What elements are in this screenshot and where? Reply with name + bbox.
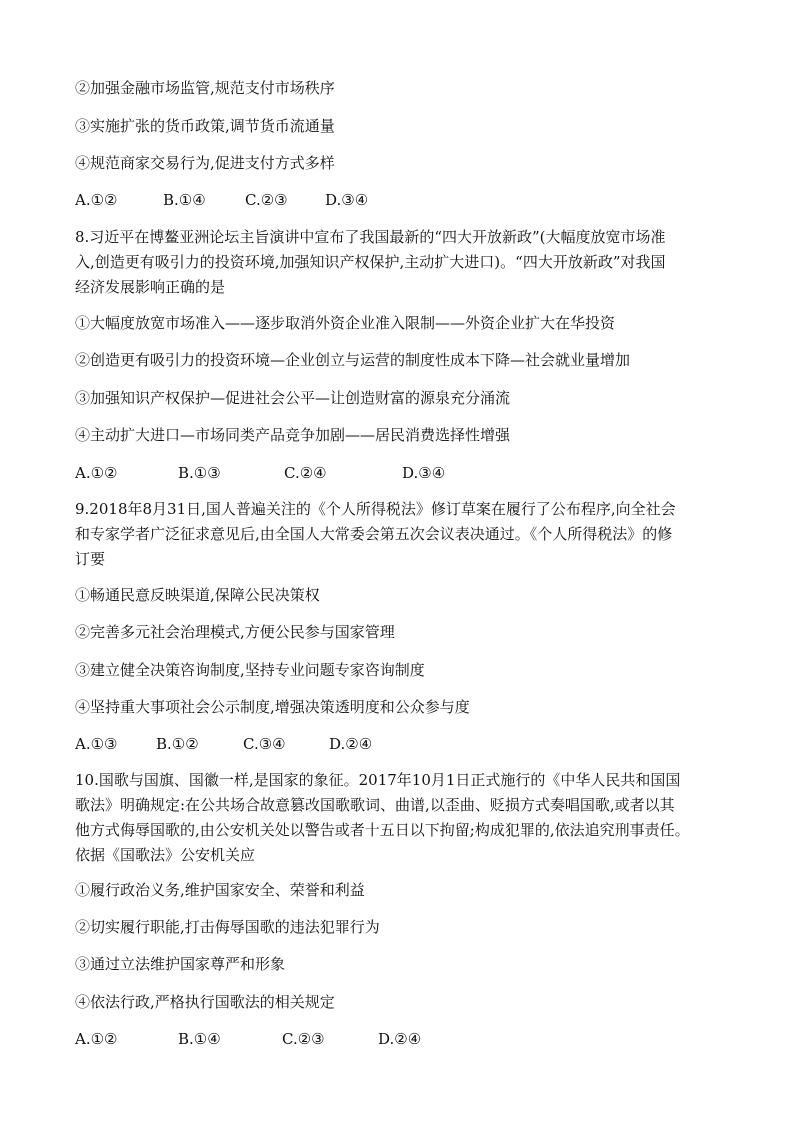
q10-option-d: D.②④ bbox=[378, 1030, 422, 1048]
q8-item-3: ③加强知识产权保护—促进社会公平—让创造财富的源泉充分涌流 bbox=[75, 389, 511, 407]
q9-stem-line-1: 9.2018年8月31日,国人普遍关注的《个人所得税法》修订草案在履行了公布程序,向全社会 bbox=[75, 500, 676, 518]
q8-item-4: ④主动扩大进口—市场同类产品竞争加剧——居民消费选择性增强 bbox=[75, 426, 511, 444]
q8-options bbox=[75, 463, 445, 483]
q7-option-c: C.②③ bbox=[245, 191, 288, 209]
q8-option-a: A.①② bbox=[75, 464, 118, 482]
q8-option-b: B.①③ bbox=[178, 464, 221, 482]
q7-options bbox=[75, 190, 368, 210]
q10-option-c: C.②③ bbox=[282, 1030, 325, 1048]
q8-stem-line-2: 入,创造更有吸引力的投资环境,加强知识产权保护,主动扩大进口)。“四大开放新政”对我国 bbox=[75, 253, 666, 271]
q8-option-d: D.③④ bbox=[402, 464, 446, 482]
q10-stem-line-4: 依据《国歌法》公安机关应 bbox=[75, 846, 256, 864]
q8-option-c: C.②④ bbox=[284, 464, 327, 482]
q7-option-b: B.①④ bbox=[163, 191, 206, 209]
q10-stem bbox=[75, 768, 725, 868]
q8-item-1: ①大幅度放宽市场准入——逐步取消外资企业准入限制——外资企业扩大在华投资 bbox=[75, 314, 616, 332]
q10-option-b: B.①④ bbox=[178, 1030, 221, 1048]
q9-option-a: A.①③ bbox=[75, 735, 118, 753]
q7-item-4: ④规范商家交易行为,促进支付方式多样 bbox=[75, 154, 335, 172]
q10-item-3: ③通过立法维护国家尊严和形象 bbox=[75, 955, 286, 973]
q8-stem-line-1: 8.习近平在博鳌亚洲论坛主旨演讲中宣布了我国最新的“四大开放新政”(大幅度放宽市场准 bbox=[75, 228, 666, 246]
q9-stem-line-3: 订要 bbox=[75, 550, 106, 568]
q9-item-2: ②完善多元社会治理模式,方便公民参与国家管理 bbox=[75, 623, 395, 641]
q9-option-c: C.③④ bbox=[243, 735, 286, 753]
q7-option-d: D.③④ bbox=[325, 191, 369, 209]
q9-stem bbox=[75, 497, 725, 572]
q8-item-2: ②创造更有吸引力的投资环境—企业创立与运营的制度性成本下降—社会就业量增加 bbox=[75, 351, 631, 369]
q10-item-4: ④依法行政,严格执行国歌法的相关规定 bbox=[75, 993, 335, 1011]
q10-stem-line-3: 他方式侮辱国歌的,由公安机关处以警告或者十五日以下拘留;构成犯罪的,依法追究刑事责任。 bbox=[75, 821, 690, 839]
q9-item-1: ①畅通民意反映渠道,保障公民决策权 bbox=[75, 586, 320, 604]
q9-item-3: ③建立健全决策咨询制度,坚持专业问题专家咨询制度 bbox=[75, 661, 425, 679]
q10-option-a: A.①② bbox=[75, 1030, 118, 1048]
q8-stem bbox=[75, 225, 725, 300]
q10-stem-line-1: 10.国歌与国旗、国徽一样,是国家的象征。2017年10月1日正式施行的《中华人民共和国国 bbox=[75, 771, 681, 789]
q10-item-1: ①履行政治义务,维护国家安全、荣誉和利益 bbox=[75, 881, 365, 899]
q7-option-a: A.①② bbox=[75, 191, 118, 209]
q9-option-b: B.①② bbox=[156, 735, 199, 753]
q9-options bbox=[75, 734, 372, 754]
q9-item-4: ④坚持重大事项社会公示制度,增强决策透明度和公众参与度 bbox=[75, 698, 470, 716]
q10-item-2: ②切实履行职能,打击侮辱国歌的违法犯罪行为 bbox=[75, 918, 380, 936]
q10-stem-line-2: 歌法》明确规定:在公共场合故意篡改国歌歌词、曲谱,以歪曲、贬损方式奏唱国歌,或者以其 bbox=[75, 796, 675, 814]
q7-item-2: ②加强金融市场监管,规范支付市场秩序 bbox=[75, 79, 335, 97]
q9-option-d: D.②④ bbox=[329, 735, 373, 753]
q9-stem-line-2: 和专家学者广泛征求意见后,由全国人大常委会第五次会议表决通过。《个人所得税法》的修 bbox=[75, 525, 673, 543]
q10-options bbox=[75, 1029, 421, 1049]
q7-item-3: ③实施扩张的货币政策,调节货币流通量 bbox=[75, 117, 335, 135]
q8-stem-line-3: 经济发展影响正确的是 bbox=[75, 278, 226, 296]
